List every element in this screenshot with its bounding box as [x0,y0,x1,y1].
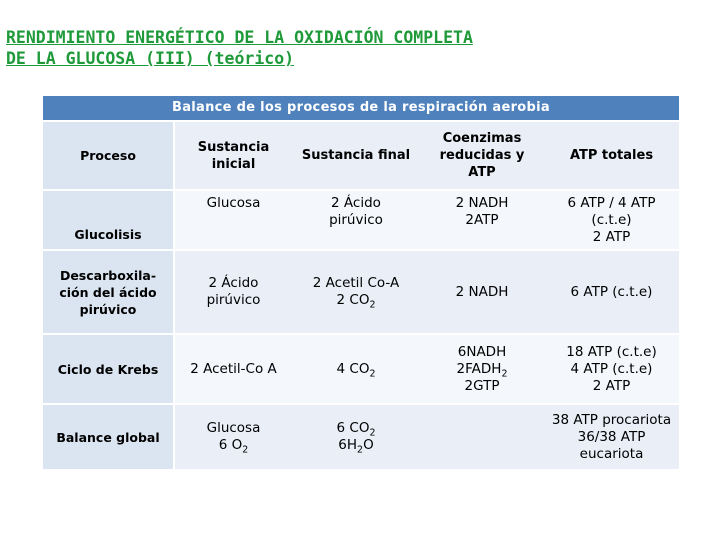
row-final: 2 Ácido pirúvico [292,190,420,250]
table-row [43,334,679,404]
row-coenzimas: 6NADH $2FADH_2$ 2GTP [420,334,544,404]
row-proceso: Ciclo de Krebs [43,334,174,404]
title-line-1: RENDIMIENTO ENERGÉTICO DE LA OXIDACIÓN COMPLETA [6,28,473,47]
row-proceso: Descarboxila-ción del ácido pirúvico [43,250,174,334]
page-title [6,27,473,69]
row-proceso: Balance global [43,404,174,470]
header-atp-totales: ATP totales [544,122,679,190]
row-inicial: Glucosa 6 $O_2$ [174,404,292,470]
header-sustancia-inicial: Sustancia inicial [174,122,292,190]
table-row [43,190,679,250]
row-inicial: 2 Acetil-Co A [174,334,292,404]
table-row [43,404,679,470]
table-row [43,250,679,334]
header-proceso: Proceso [43,122,174,190]
row-proceso: Glucolisis [43,190,174,250]
process-table [43,122,679,471]
row-atp-totales: 18 ATP (c.t.e) 4 ATP (c.t.e) 2 ATP [544,334,679,404]
header-row [43,122,679,190]
row-coenzimas [420,404,544,470]
header-coenzimas: Coenzimas reducidas y ATP [420,122,544,190]
table-banner: Balance de los procesos de la respiración aerobia [43,96,679,122]
row-final: 4 $CO_2$ [292,334,420,404]
respiration-table [43,96,679,471]
title-line-2: DE LA GLUCOSA (III) (teórico) [6,49,295,68]
row-inicial: Glucosa [174,190,292,250]
row-final: 6 $CO_2$ $6H_2O$ [292,404,420,470]
row-coenzimas: 2 NADH [420,250,544,334]
row-atp-totales: 6 ATP (c.t.e) [544,250,679,334]
row-final: 2 Acetil Co-A 2 $CO_2$ [292,250,420,334]
row-atp-totales: 6 ATP / 4 ATP (c.t.e) 2 ATP [544,190,679,250]
row-coenzimas: 2 NADH 2ATP [420,190,544,250]
header-sustancia-final: Sustancia final [292,122,420,190]
row-atp-totales: 38 ATP procariota 36/38 ATP eucariota [544,404,679,470]
row-inicial: 2 Ácido pirúvico [174,250,292,334]
